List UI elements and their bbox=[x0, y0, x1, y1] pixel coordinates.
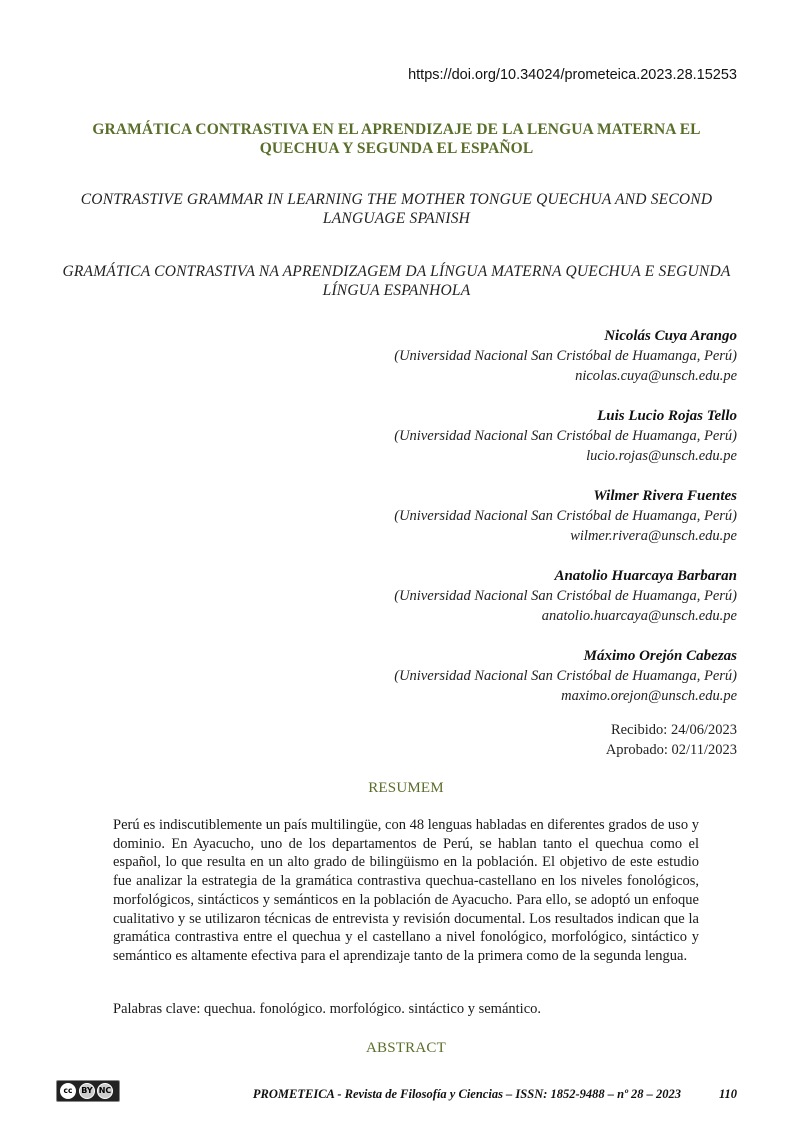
resumen-body: Perú es indiscutiblemente un país multilingüe, con 48 lenguas habladas en diferentes grados de uso y dominio. En Ayacucho, uno de los departamentos de Perú, se hablan tanto el quechua como el español, lo que resulta en un alto grado de bilingüismo en la población. El objetivo de este estudio fue analizar la estrategia de la gramática contrastiva quechua-castellano en los niveles fonológicos, morfológicos, sintácticos y semánticos en la población de Ayacucho. Para ello, se adoptó un enfoque cualitativo y se utilizaron técnicas de entrevista y revisión documental. Los resultados indican que la gramática contrastiva entre el quechua y el castellano a nivel fonológico, morfológico, sintáctico y semántico es altamente efectiva para el aprendizaje tanto de la primera como de la segunda lengua. bbox=[113, 817, 699, 964]
journal-citation: PROMETEICA - Revista de Filosofía y Ciencias – ISSN: 1852-9488 – nº 28 – 2023 bbox=[252, 1087, 681, 1101]
doi-link[interactable]: https://doi.org/10.34024/prometeica.2023.28.15253 bbox=[408, 67, 737, 83]
author-name: Luis Lucio Rojas Tello bbox=[597, 408, 737, 424]
author-name: Nicolás Cuya Arango bbox=[604, 328, 737, 344]
title-english: CONTRASTIVE GRAMMAR IN LEARNING THE MOTHER TONGUE QUECHUA AND SECOND LANGUAGE SPANISH bbox=[80, 191, 713, 227]
author-block bbox=[287, 646, 737, 706]
submission-dates bbox=[606, 720, 737, 760]
author-affiliation: (Universidad Nacional San Cristóbal de Huamanga, Perú) bbox=[394, 588, 737, 604]
author-name: Máximo Orejón Cabezas bbox=[583, 648, 737, 664]
approved-date: Aprobado: 02/11/2023 bbox=[605, 742, 737, 758]
author-email[interactable]: anatolio.huarcaya@unsch.edu.pe bbox=[541, 608, 737, 624]
author-name: Anatolio Huarcaya Barbaran bbox=[554, 568, 737, 584]
author-affiliation: (Universidad Nacional San Cristóbal de Huamanga, Perú) bbox=[394, 348, 737, 364]
author-email[interactable]: lucio.rojas@unsch.edu.pe bbox=[586, 448, 737, 464]
received-date: Recibido: 24/06/2023 bbox=[610, 722, 737, 738]
title-portuguese: GRAMÁTICA CONTRASTIVA NA APRENDIZAGEM DA LÍNGUA MATERNA QUECHUA E SEGUNDA LÍNGUA ESPANHOLA bbox=[62, 263, 731, 299]
cc-license-badge[interactable] bbox=[56, 1080, 120, 1102]
author-list bbox=[287, 326, 737, 726]
page-footer bbox=[56, 1080, 737, 1106]
author-name: Wilmer Rivera Fuentes bbox=[593, 488, 737, 504]
noncommercial-icon: NC bbox=[97, 1083, 113, 1099]
abstract-heading: ABSTRACT bbox=[366, 1040, 446, 1056]
keywords: Palabras clave: quechua. fonológico. morfológico. sintáctico y semántico. bbox=[113, 1001, 542, 1017]
title-spanish: GRAMÁTICA CONTRASTIVA EN EL APRENDIZAJE DE LA LENGUA MATERNA EL QUECHUA Y SEGUNDA EL ESPAÑOL bbox=[92, 121, 701, 157]
author-block bbox=[287, 566, 737, 626]
author-block bbox=[287, 486, 737, 546]
resumen-heading: RESUMEM bbox=[368, 780, 444, 796]
cc-icon: cc bbox=[60, 1083, 76, 1099]
author-affiliation: (Universidad Nacional San Cristóbal de Huamanga, Perú) bbox=[394, 428, 737, 444]
author-email[interactable]: wilmer.rivera@unsch.edu.pe bbox=[570, 528, 737, 544]
author-block bbox=[287, 326, 737, 386]
author-affiliation: (Universidad Nacional San Cristóbal de Huamanga, Perú) bbox=[394, 508, 737, 524]
by-attribution-icon: BY bbox=[79, 1083, 95, 1099]
author-affiliation: (Universidad Nacional San Cristóbal de Huamanga, Perú) bbox=[394, 668, 737, 684]
page-number: 110 bbox=[718, 1087, 737, 1101]
author-email[interactable]: nicolas.cuya@unsch.edu.pe bbox=[575, 368, 737, 384]
author-block bbox=[287, 406, 737, 466]
author-email[interactable]: maximo.orejon@unsch.edu.pe bbox=[561, 688, 737, 704]
